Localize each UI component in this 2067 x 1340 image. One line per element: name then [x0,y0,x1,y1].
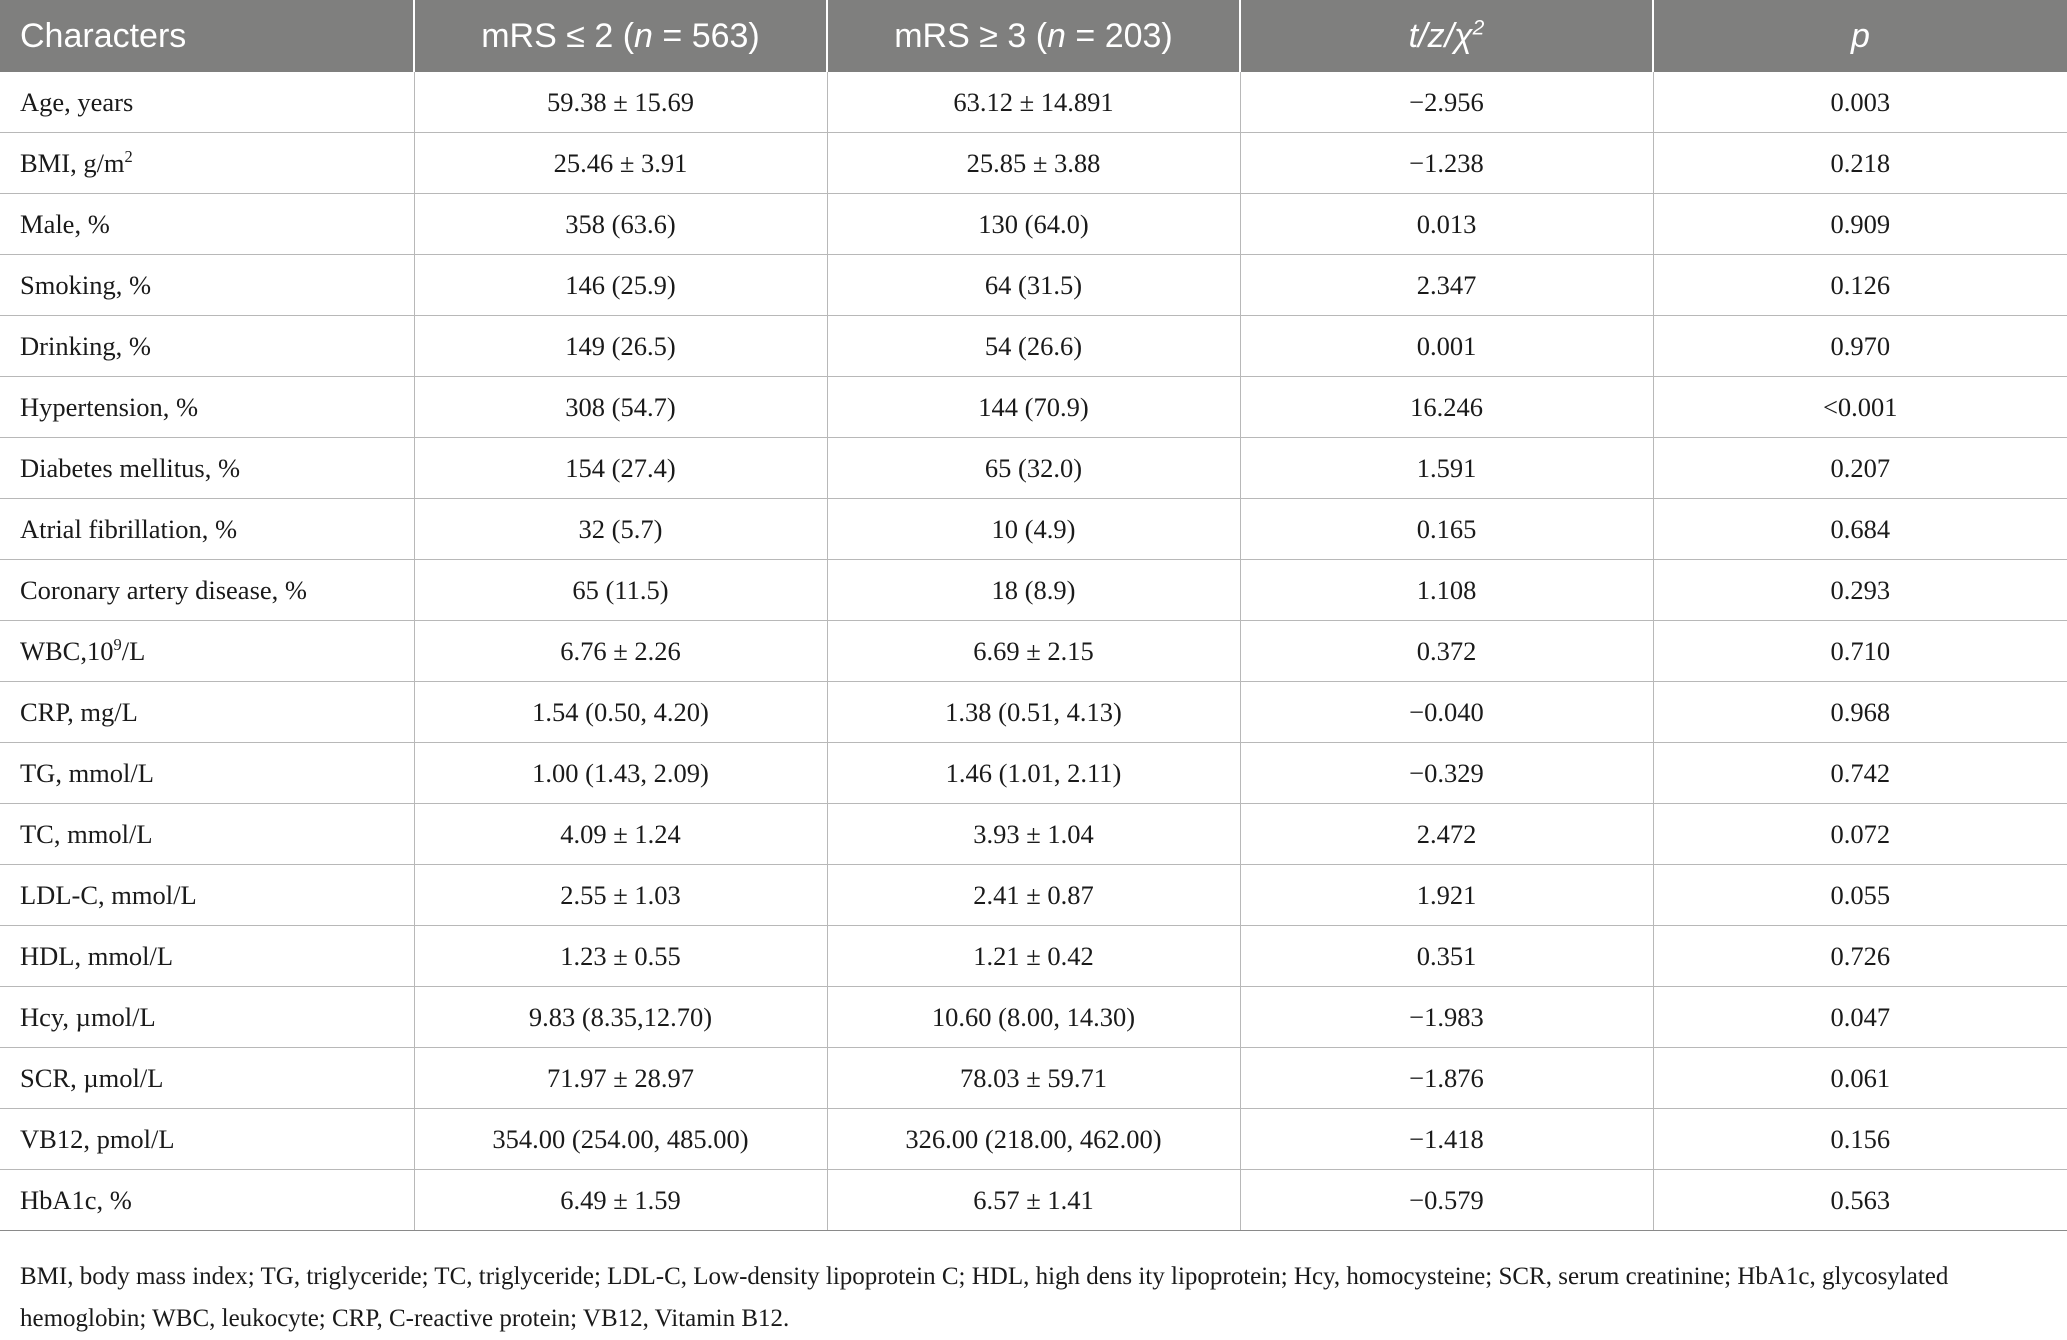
header-row [0,0,2067,72]
cell-mrs-le-2: 71.97 ± 28.97 [414,1048,827,1109]
cell-mrs-ge-3: 1.38 (0.51, 4.13) [827,682,1240,743]
cell-mrs-ge-3: 65 (32.0) [827,438,1240,499]
header-test-statistic: $t/z/\chi^2$ [1240,0,1653,72]
cell-mrs-le-2: 59.38 ± 15.69 [414,72,827,133]
cell-p-value: 0.126 [1653,255,2067,316]
cell-p-value: 0.742 [1653,743,2067,804]
cell-mrs-le-2: 6.49 ± 1.59 [414,1170,827,1231]
cell-mrs-ge-3: 6.69 ± 2.15 [827,621,1240,682]
row-label: Hypertension, % [0,377,414,438]
cell-p-value: 0.047 [1653,987,2067,1048]
table-body [0,72,2067,1231]
cell-mrs-ge-3: 326.00 (218.00, 462.00) [827,1109,1240,1170]
row-label: Atrial fibrillation, % [0,499,414,560]
header-characters: Characters [0,0,414,72]
cell-mrs-le-2: 4.09 ± 1.24 [414,804,827,865]
cell-mrs-ge-3: 63.12 ± 14.891 [827,72,1240,133]
cell-test-statistic: 0.013 [1240,194,1653,255]
row-label: CRP, mg/L [0,682,414,743]
table-row [0,926,2067,987]
cell-mrs-ge-3: 2.41 ± 0.87 [827,865,1240,926]
cell-mrs-le-2: 1.00 (1.43, 2.09) [414,743,827,804]
cell-mrs-le-2: 65 (11.5) [414,560,827,621]
row-label: Hcy, µmol/L [0,987,414,1048]
row-label: Age, years [0,72,414,133]
cell-mrs-ge-3: 54 (26.6) [827,316,1240,377]
table-row [0,316,2067,377]
table-row [0,377,2067,438]
cell-p-value: 0.726 [1653,926,2067,987]
row-label: BMI, $g/m^2$ [0,133,414,194]
row-label: TG, mmol/L [0,743,414,804]
cell-mrs-ge-3: 78.03 ± 59.71 [827,1048,1240,1109]
cell-mrs-le-2: 32 (5.7) [414,499,827,560]
table-row [0,743,2067,804]
cell-p-value: 0.909 [1653,194,2067,255]
cell-p-value: 0.207 [1653,438,2067,499]
cell-p-value: 0.710 [1653,621,2067,682]
cell-mrs-le-2: 2.55 ± 1.03 [414,865,827,926]
row-label: VB12, pmol/L [0,1109,414,1170]
cell-p-value: 0.293 [1653,560,2067,621]
cell-test-statistic: 1.921 [1240,865,1653,926]
cell-mrs-le-2: 6.76 ± 2.26 [414,621,827,682]
table-row [0,194,2067,255]
cell-test-statistic: 1.108 [1240,560,1653,621]
row-label: Male, % [0,194,414,255]
cell-p-value: 0.563 [1653,1170,2067,1231]
cell-mrs-ge-3: 1.21 ± 0.42 [827,926,1240,987]
cell-p-value: 0.061 [1653,1048,2067,1109]
table-row [0,1170,2067,1231]
cell-test-statistic: −2.956 [1240,72,1653,133]
cell-p-value: 0.055 [1653,865,2067,926]
row-label: LDL-C, mmol/L [0,865,414,926]
cell-mrs-le-2: 146 (25.9) [414,255,827,316]
cell-mrs-le-2: 1.54 (0.50, 4.20) [414,682,827,743]
cell-test-statistic: −0.329 [1240,743,1653,804]
cell-p-value: 0.968 [1653,682,2067,743]
cell-mrs-ge-3: 144 (70.9) [827,377,1240,438]
header-p-value: p [1653,0,2067,72]
cell-test-statistic: 0.351 [1240,926,1653,987]
cell-test-statistic: 2.347 [1240,255,1653,316]
cell-test-statistic: −0.579 [1240,1170,1653,1231]
cell-p-value: 0.970 [1653,316,2067,377]
cell-mrs-le-2: 1.23 ± 0.55 [414,926,827,987]
table-row [0,560,2067,621]
table-row [0,438,2067,499]
table-row [0,72,2067,133]
cell-test-statistic: −1.983 [1240,987,1653,1048]
cell-test-statistic: −1.876 [1240,1048,1653,1109]
cell-mrs-ge-3: 3.93 ± 1.04 [827,804,1240,865]
table-row [0,133,2067,194]
cell-mrs-le-2: 354.00 (254.00, 485.00) [414,1109,827,1170]
cell-mrs-le-2: 25.46 ± 3.91 [414,133,827,194]
cell-mrs-ge-3: 6.57 ± 1.41 [827,1170,1240,1231]
table-row [0,987,2067,1048]
cell-mrs-le-2: 358 (63.6) [414,194,827,255]
row-label: HDL, mmol/L [0,926,414,987]
table-row [0,865,2067,926]
table-footnote: BMI, body mass index; TG, triglyceride; TC, triglyceride; LDL-C, Low-density lipoprotein C; HDL, high dens ity lipoprotein; Hcy, homocysteine; SCR, serum creatinine; HbA1c, glycosylated hemoglobin; WBC, leukocyte; CRP, C-reactive protein; VB12, Vitamin B12. [20,1263,1949,1332]
table-row [0,804,2067,865]
table-row [0,499,2067,560]
cell-test-statistic: −1.238 [1240,133,1653,194]
cell-mrs-le-2: 9.83 (8.35,12.70) [414,987,827,1048]
row-label: HbA1c, % [0,1170,414,1231]
row-label: Drinking, % [0,316,414,377]
cell-mrs-ge-3: 130 (64.0) [827,194,1240,255]
cell-mrs-le-2: 308 (54.7) [414,377,827,438]
cell-mrs-ge-3: 1.46 (1.01, 2.11) [827,743,1240,804]
cell-mrs-ge-3: 10 (4.9) [827,499,1240,560]
cell-p-value: 0.684 [1653,499,2067,560]
cell-test-statistic: 2.472 [1240,804,1653,865]
table-row [0,255,2067,316]
table-header [0,0,2067,72]
cell-mrs-ge-3: 25.85 ± 3.88 [827,133,1240,194]
cell-mrs-le-2: 154 (27.4) [414,438,827,499]
cell-mrs-le-2: 149 (26.5) [414,316,827,377]
cell-p-value: 0.156 [1653,1109,2067,1170]
table-row [0,682,2067,743]
row-label: Smoking, % [0,255,414,316]
row-label: Diabetes mellitus, % [0,438,414,499]
cell-p-value: 0.072 [1653,804,2067,865]
cell-test-statistic: 0.372 [1240,621,1653,682]
table-row [0,1048,2067,1109]
row-label: SCR, µmol/L [0,1048,414,1109]
cell-p-value: 0.003 [1653,72,2067,133]
cell-test-statistic: 1.591 [1240,438,1653,499]
header-mrs-le-2: mRS ≤ 2 (n = 563) [414,0,827,72]
row-label: $WBC,10^9/L$ [0,621,414,682]
cell-test-statistic: 16.246 [1240,377,1653,438]
cell-mrs-ge-3: 18 (8.9) [827,560,1240,621]
cell-p-value: 0.218 [1653,133,2067,194]
table-row [0,1109,2067,1170]
cell-test-statistic: 0.165 [1240,499,1653,560]
row-label: TC, mmol/L [0,804,414,865]
table-row [0,621,2067,682]
cell-test-statistic: −0.040 [1240,682,1653,743]
cell-mrs-ge-3: 64 (31.5) [827,255,1240,316]
cell-test-statistic: −1.418 [1240,1109,1653,1170]
cell-p-value: <0.001 [1653,377,2067,438]
header-mrs-ge-3: mRS ≥ 3 (n = 203) [827,0,1240,72]
cell-test-statistic: 0.001 [1240,316,1653,377]
cell-mrs-ge-3: 10.60 (8.00, 14.30) [827,987,1240,1048]
row-label: Coronary artery disease, % [0,560,414,621]
